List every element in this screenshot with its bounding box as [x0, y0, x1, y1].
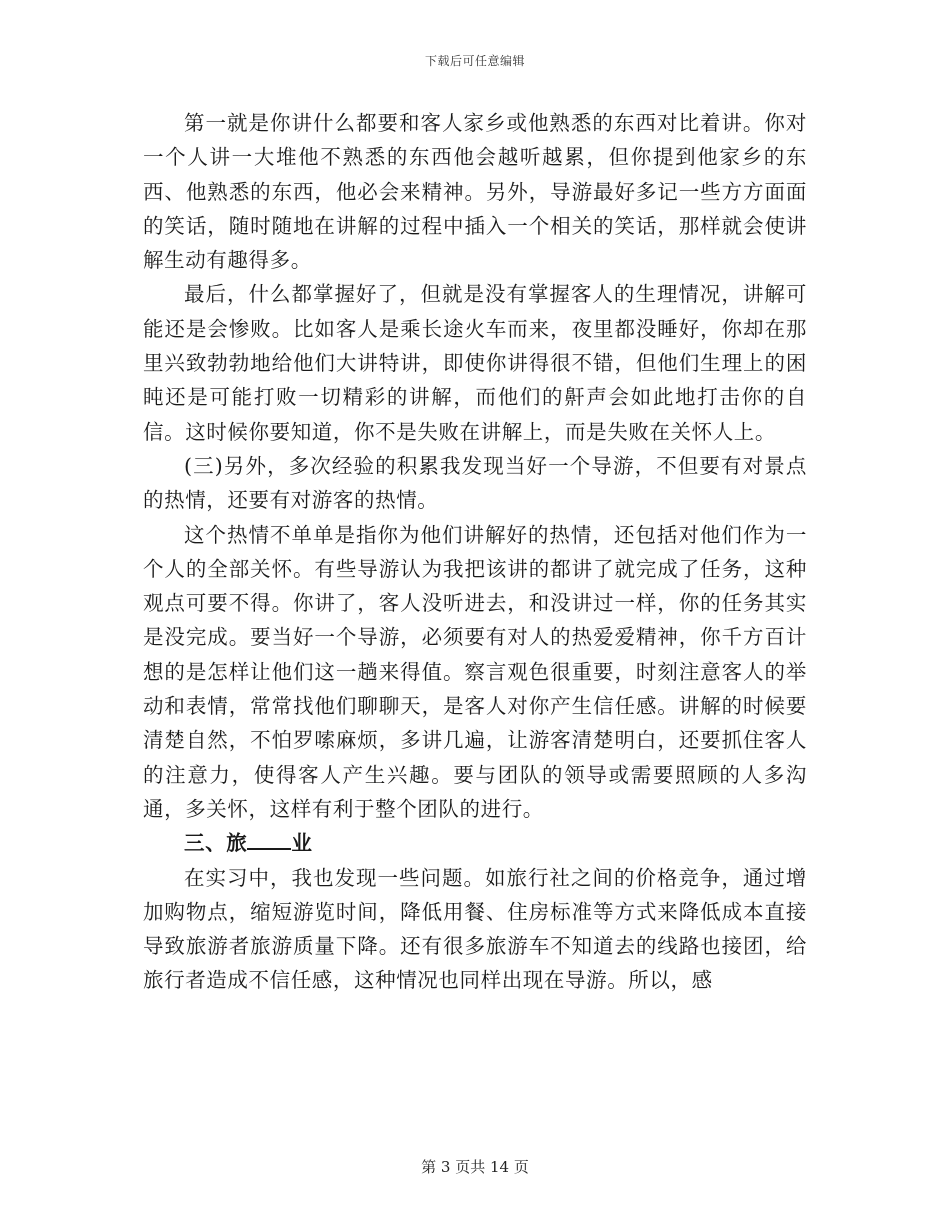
document-body	[143, 106, 807, 998]
paragraph-4: 这个热情不单单是指你为他们讲解好的热情，还包括对他们作为一个人的全部关怀。有些导游认为我把该讲的都讲了就完成了任务，这种观点可要不得。你讲了，客人没听进去，和没讲过一样，你的任务其实是没完成。要当好一个导游，必须要有对人的热爱爱精神，你千方百计想的是怎样让他们这一趟来得值。察言观色很重要，时刻注意客人的举动和表情，常常找他们聊聊天，是客人对你产生信任感。讲解的时候要清楚自然，不怕罗嗦麻烦，多讲几遍，让游客清楚明白，还要抓住客人的注意力，使得客人产生兴趣。要与团队的领导或需要照顾的人多沟通，多关怀，这样有利于整个团队的进行。	[143, 522, 807, 821]
page-footer: 第 3 页共 14 页	[421, 1158, 529, 1176]
page-header: 下载后可任意编辑	[424, 54, 525, 68]
paragraph-5: 在实习中，我也发现一些问题。如旅行社之间的价格竞争，通过增加购物点，缩短游览时间，降低用餐、住房标准等方式来降低成本直接导致旅游者旅游质量下降。还有很多旅游车不知道去的线路也接团，给旅行者造成不信任感，这种情况也同样出现在导游。所以，感	[143, 865, 807, 993]
section-heading-suffix: 业	[291, 831, 313, 856]
paragraph-3: (三)另外，多次经验的积累我发现当好一个导游，不但要有对景点的热情，还要有对游客的热情。	[143, 453, 807, 513]
paragraph-1: 第一就是你讲什么都要和客人家乡或他熟悉的东西对比着讲。你对一个人讲一大堆他不熟悉的东西他会越听越累，但你提到他家乡的东西、他熟悉的东西，他必会来精神。另外，导游最好多记一些方方面面的笑话，随时随地在讲解的过程中插入一个相关的笑话，那样就会使讲解生动有趣得多。	[143, 111, 807, 273]
paragraph-2: 最后，什么都掌握好了，但就是没有掌握客人的生理情况，讲解可能还是会惨败。比如客人是乘长途火车而来，夜里都没睡好，你却在那里兴致勃勃地给他们大讲特讲，即使你讲得很不错，但他们生理上的困盹还是可能打败一切精彩的讲解，而他们的鼾声会如此地打击你的自信。这时候你要知道，你不是失败在讲解上，而是失败在关怀人上。	[143, 282, 807, 444]
section-heading-prefix: 三、旅	[184, 831, 248, 856]
section-heading	[143, 826, 807, 860]
section-heading-blank	[247, 826, 291, 850]
